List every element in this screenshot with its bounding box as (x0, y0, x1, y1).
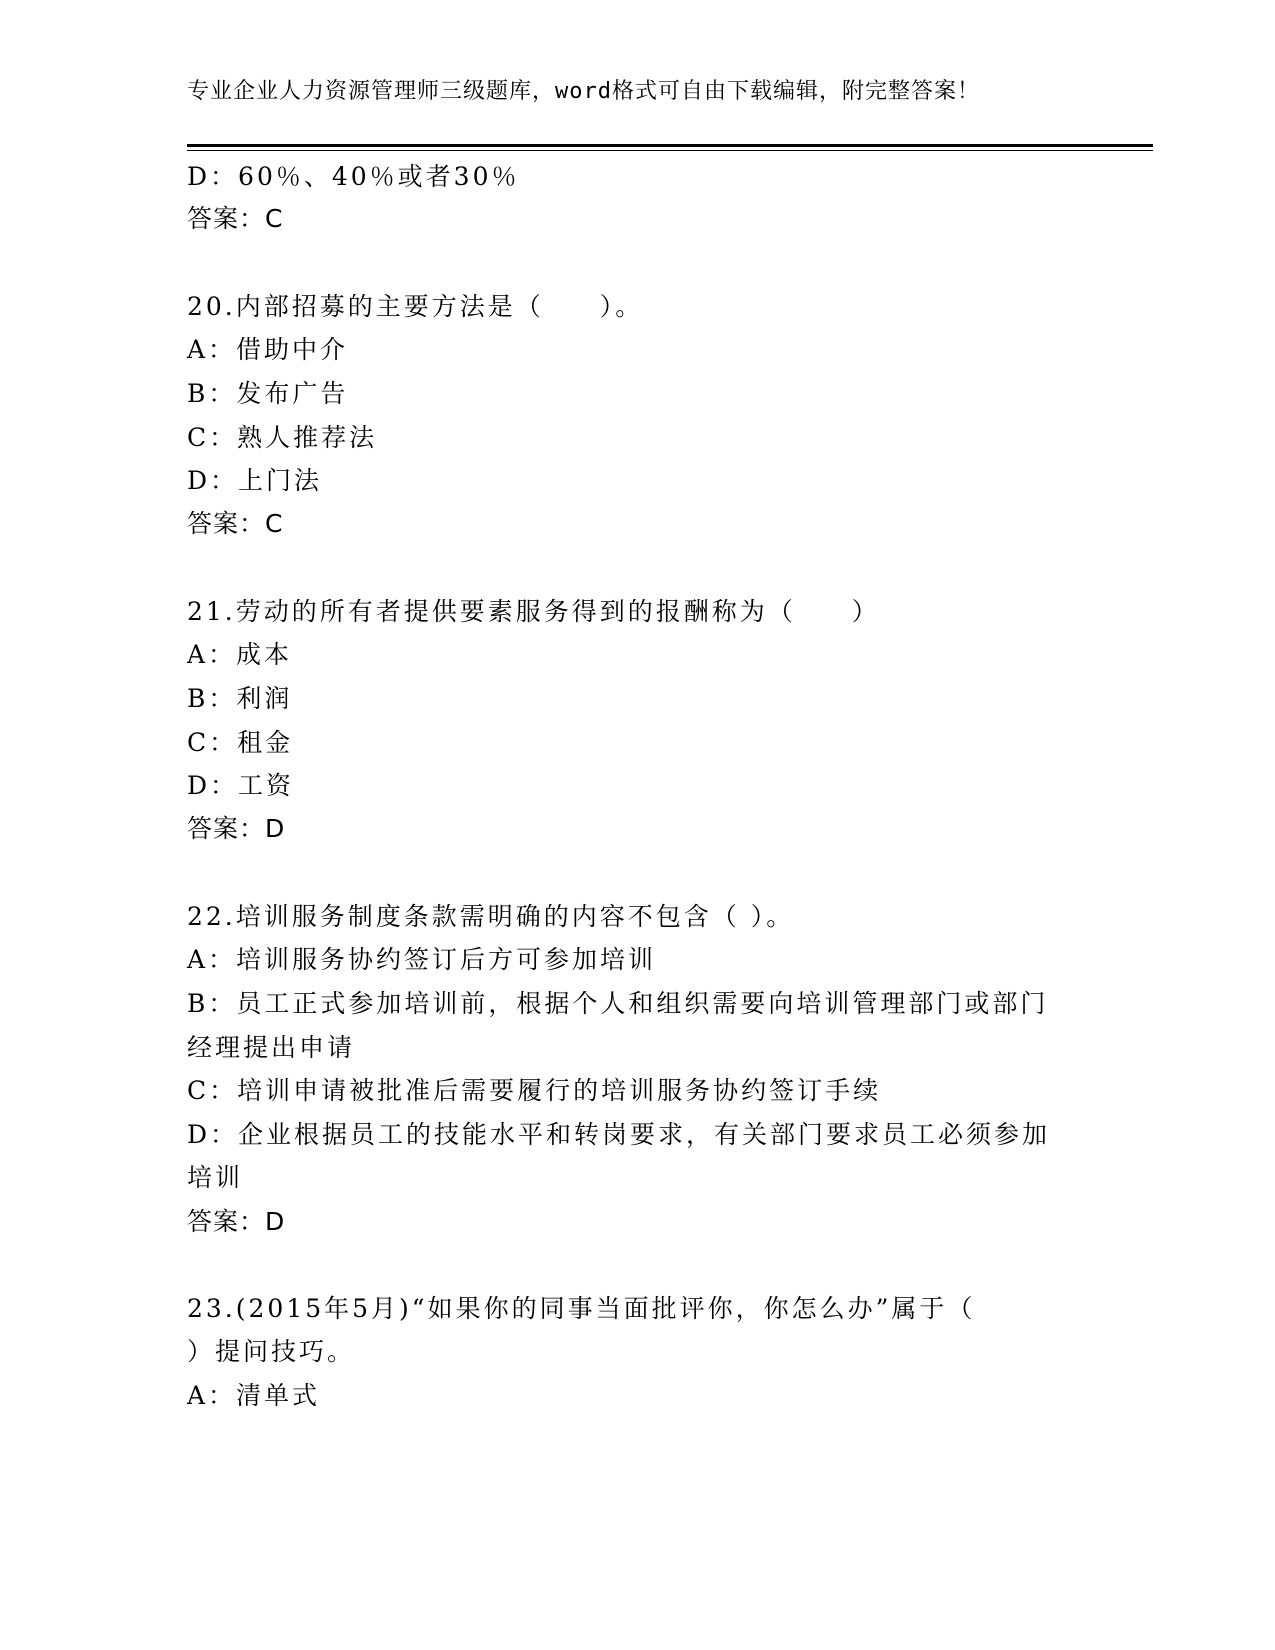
question-21: 21.劳动的所有者提供要素服务得到的报酬称为（ ） (187, 597, 880, 626)
option-c-line: C：培训申请被批准后需要履行的培训服务协约签订手续 (187, 1076, 882, 1105)
page-header: 专业企业人力资源管理师三级题库，word格式可自由下载编辑，附完整答案！ (187, 79, 980, 104)
answer-line: 答案：D (187, 1207, 286, 1236)
answer-line: 答案：C (187, 509, 284, 538)
option-a-line: A：清单式 (187, 1381, 321, 1410)
option-d-line: D：工资 (187, 771, 295, 800)
option-b-line: B：发布广告 (187, 379, 349, 408)
option-b-line: B：员工正式参加培训前，根据个人和组织需要向培训管理部门或部门 (187, 989, 1049, 1018)
option-a-line: A：成本 (187, 640, 293, 669)
answer-line: 答案：D (187, 814, 286, 843)
question-23: 23.(2015年5月)“如果你的同事当面批评你，你怎么办”属于（ (187, 1294, 976, 1323)
option-a-line: A：培训服务协约签订后方可参加培训 (187, 945, 657, 974)
option-c-line: C：租金 (187, 728, 294, 757)
header-rule-thin (187, 150, 1153, 151)
option-a-line: A：借助中介 (187, 335, 349, 364)
option-b-continuation: 经理提出申请 (187, 1033, 356, 1062)
option-d-line: D：企业根据员工的技能水平和转岗要求，有关部门要求员工必须参加 (187, 1120, 1051, 1149)
option-d-continuation: 培训 (187, 1163, 244, 1192)
question-23-continuation: ）提问技巧。 (187, 1337, 356, 1366)
option-b-line: B：利润 (187, 684, 293, 713)
header-rule-thick (187, 144, 1153, 147)
question-20: 20.内部招募的主要方法是（ ）。 (187, 292, 644, 321)
answer-line: 答案：C (187, 204, 284, 233)
option-d-line: D：上门法 (187, 466, 323, 495)
question-22: 22.培训服务制度条款需明确的内容不包含（ ）。 (187, 902, 795, 931)
option-d-line: D：60％、40％或者30％ (187, 162, 520, 191)
option-c-line: C：熟人推荐法 (187, 423, 378, 452)
